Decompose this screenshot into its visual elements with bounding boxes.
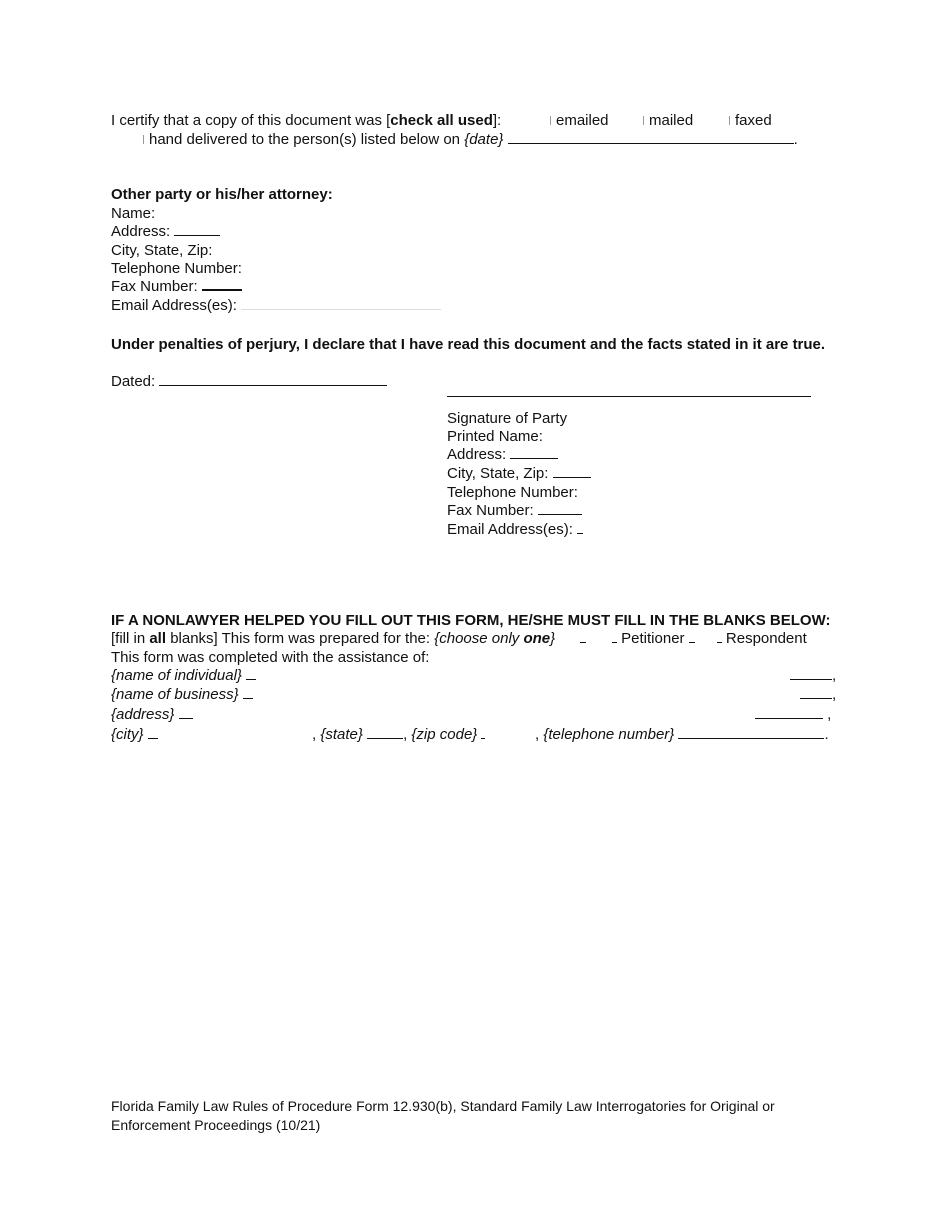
certificate-line-1: I certify that a copy of this document was [check all used]:: [111, 112, 502, 129]
individual-field-end: ,: [790, 667, 836, 685]
address-field-end: ,: [755, 706, 831, 724]
other-party-heading: Other party or his/her attorney:: [111, 186, 333, 203]
signer-address-field[interactable]: [510, 457, 558, 459]
hand-delivered-checkbox[interactable]: [143, 135, 145, 144]
petitioner-blank-left: [580, 641, 586, 643]
signature-line[interactable]: [447, 396, 811, 398]
faxed-option[interactable]: faxed: [729, 112, 772, 130]
mailed-checkbox[interactable]: [643, 116, 645, 125]
signer-fax-field[interactable]: [538, 513, 582, 515]
dated-field[interactable]: [159, 384, 387, 386]
signature-label: Signature of Party: [447, 410, 568, 427]
address-field[interactable]: [179, 717, 193, 719]
other-party-address-field[interactable]: [174, 234, 220, 236]
respondent-checkbox[interactable]: [717, 641, 722, 643]
individual-row: {name of individual}: [111, 667, 256, 685]
other-party-name-label: Name:: [111, 205, 156, 222]
other-party-city-label: City, State, Zip:: [111, 242, 213, 259]
business-field-end: ,: [800, 686, 836, 704]
prepared-for-row: [fill in all blanks] This form was prepared for the: {choose only one}: [111, 630, 556, 647]
certificate-line-2: hand delivered to the person(s) listed below on {date} .: [143, 131, 798, 149]
other-party-email-row: Email Address(es):: [111, 297, 441, 315]
perjury-statement: Under penalties of perjury, I declare that I have read this document and the facts stated in it are true.: [111, 336, 826, 353]
other-party-fax-row: Fax Number:: [111, 278, 242, 296]
individual-field[interactable]: [246, 678, 256, 680]
date-field[interactable]: [508, 142, 794, 144]
business-row: {name of business}: [111, 686, 253, 704]
petitioner-checkbox[interactable]: [612, 641, 617, 643]
signer-email-field[interactable]: [577, 532, 583, 534]
signer-address-row: Address:: [447, 446, 558, 464]
dated-row: Dated:: [111, 373, 387, 391]
signer-telephone-label: Telephone Number:: [447, 484, 578, 501]
assistance-label: This form was completed with the assistance of:: [111, 649, 430, 666]
check-all-used-label: check all used: [390, 112, 493, 129]
telephone-row: , {telephone number} .: [535, 726, 829, 743]
footer-line-2: Enforcement Proceedings (10/21): [111, 1117, 321, 1133]
signer-fax-row: Fax Number:: [447, 502, 582, 520]
city-row: {city}: [111, 726, 158, 744]
emailed-checkbox[interactable]: [550, 116, 552, 125]
signer-city-row: City, State, Zip:: [447, 465, 591, 483]
footer-line-1: Florida Family Law Rules of Procedure Form 12.930(b), Standard Family Law Interrogatories for Original or: [111, 1098, 775, 1114]
petitioner-option[interactable]: Petitioner Respondent: [580, 630, 807, 648]
other-party-fax-field[interactable]: [202, 288, 242, 291]
other-party-telephone-label: Telephone Number:: [111, 260, 242, 277]
signer-city-field[interactable]: [553, 476, 591, 478]
nonlawyer-heading: IF A NONLAWYER HELPED YOU FILL OUT THIS FORM, HE/SHE MUST FILL IN THE BLANKS BELOW:: [111, 612, 831, 629]
mailed-option[interactable]: mailed: [643, 112, 693, 130]
other-party-email-field[interactable]: [241, 308, 441, 310]
date-tag: {date}: [464, 131, 504, 148]
faxed-checkbox[interactable]: [729, 116, 731, 125]
other-party-address-row: Address:: [111, 223, 220, 241]
signer-email-row: Email Address(es):: [447, 521, 583, 539]
zip-field[interactable]: [481, 737, 485, 739]
business-field[interactable]: [243, 697, 253, 699]
city-field[interactable]: [148, 737, 158, 739]
telephone-field[interactable]: [678, 737, 824, 739]
emailed-option[interactable]: emailed: [550, 112, 609, 130]
printed-name-label: Printed Name:: [447, 428, 543, 445]
state-zip-row: , {state} , {zip code}: [312, 726, 485, 744]
address-row: {address}: [111, 706, 193, 724]
state-field[interactable]: [367, 737, 403, 739]
